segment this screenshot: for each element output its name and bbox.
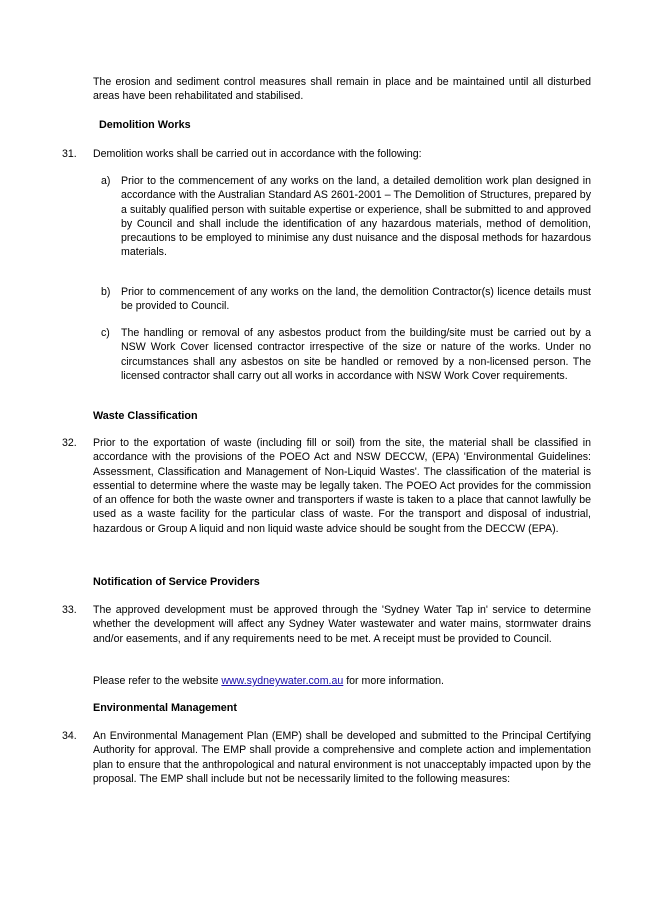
refer-prefix: Please refer to the website [93, 675, 222, 687]
demolition-heading: Demolition Works [99, 119, 191, 131]
clause-33-number: 33. [62, 604, 77, 616]
clause-33-text: The approved development must be approved through the 'Sydney Water Tap in' service to determine whether the development will affect any Sydney Water wastewater and water mains, stormwater drains and/or easements, and if any requirements need to be met. A receipt must be provided to Council. [93, 604, 591, 645]
item-b-text: Prior to commencement of any works on the land, the demolition Contractor(s) licence details must be provided to Council. [121, 286, 591, 313]
item-c-letter: c) [101, 327, 110, 339]
item-a-letter: a) [101, 175, 111, 187]
clause-34-text: An Environmental Management Plan (EMP) shall be developed and submitted to the Principal Certifying Authority for approval. The EMP shall provide a comprehensive and complete action and implementation plan to ensure that the anthropological and natural environment is not unacceptably impacted upon by the proposal. The EMP shall include but not be necessarily limited to the following measures: [93, 730, 591, 785]
clause-31-lead: Demolition works shall be carried out in accordance with the following: [93, 148, 422, 160]
clause-32-text: Prior to the exportation of waste (including fill or soil) from the site, the material shall be classified in accordance with the provisions of the POEO Act and NSW DECCW, (EPA) 'Environmental Guidelines: Assessment, Classification and Management of Non-Liquid Wastes'. The classification of the material is essential to determine where the waste may be legally taken. The POEO Act provides for the commission of an offence for both the waste owner and transporters if waste is taken to a place that cannot lawfully be used as a waste facility for the particular class of waste. For the transport and disposal of industrial, hazardous or Group A liquid and non liquid waste advice should be sought from the DECCW (EPA). [93, 437, 591, 535]
waste-heading: Waste Classification [93, 410, 198, 422]
item-c-text: The handling or removal of any asbestos product from the building/site must be carried out by a NSW Work Cover licensed contractor irrespective of the size or nature of the works. Under no circumstances shall any asbestos on site be handled or removed by a non-licensed person. The licensed contractor shall carry out all works in accordance with NSW Work Cover requirements. [121, 327, 591, 382]
item-a-text: Prior to the commencement of any works on the land, a detailed demolition work plan designed in accordance with the Australian Standard AS 2601-2001 – The Demolition of Structures, prepared by a suitably qualified person with suitable expertise or experience, shall be submitted to and approved by Council and shall include the identification of any hazardous materials, method of demolition, precautions to be employed to minimise any dust nuisance and the disposal methods for hazardous materials. [121, 175, 591, 259]
item-b-letter: b) [101, 286, 111, 298]
refer-suffix: for more information. [343, 675, 444, 687]
intro-paragraph: The erosion and sediment control measures shall remain in place and be maintained until all disturbed areas have been rehabilitated and stabilised. [93, 76, 591, 103]
clause-32-number: 32. [62, 437, 77, 449]
service-heading: Notification of Service Providers [93, 576, 260, 588]
clause-34-number: 34. [62, 730, 77, 742]
clause-31-number: 31. [62, 148, 77, 160]
refer-paragraph [93, 674, 591, 688]
environment-heading: Environmental Management [93, 702, 237, 714]
sydneywater-link[interactable]: www.sydneywater.com.au [221, 675, 344, 687]
